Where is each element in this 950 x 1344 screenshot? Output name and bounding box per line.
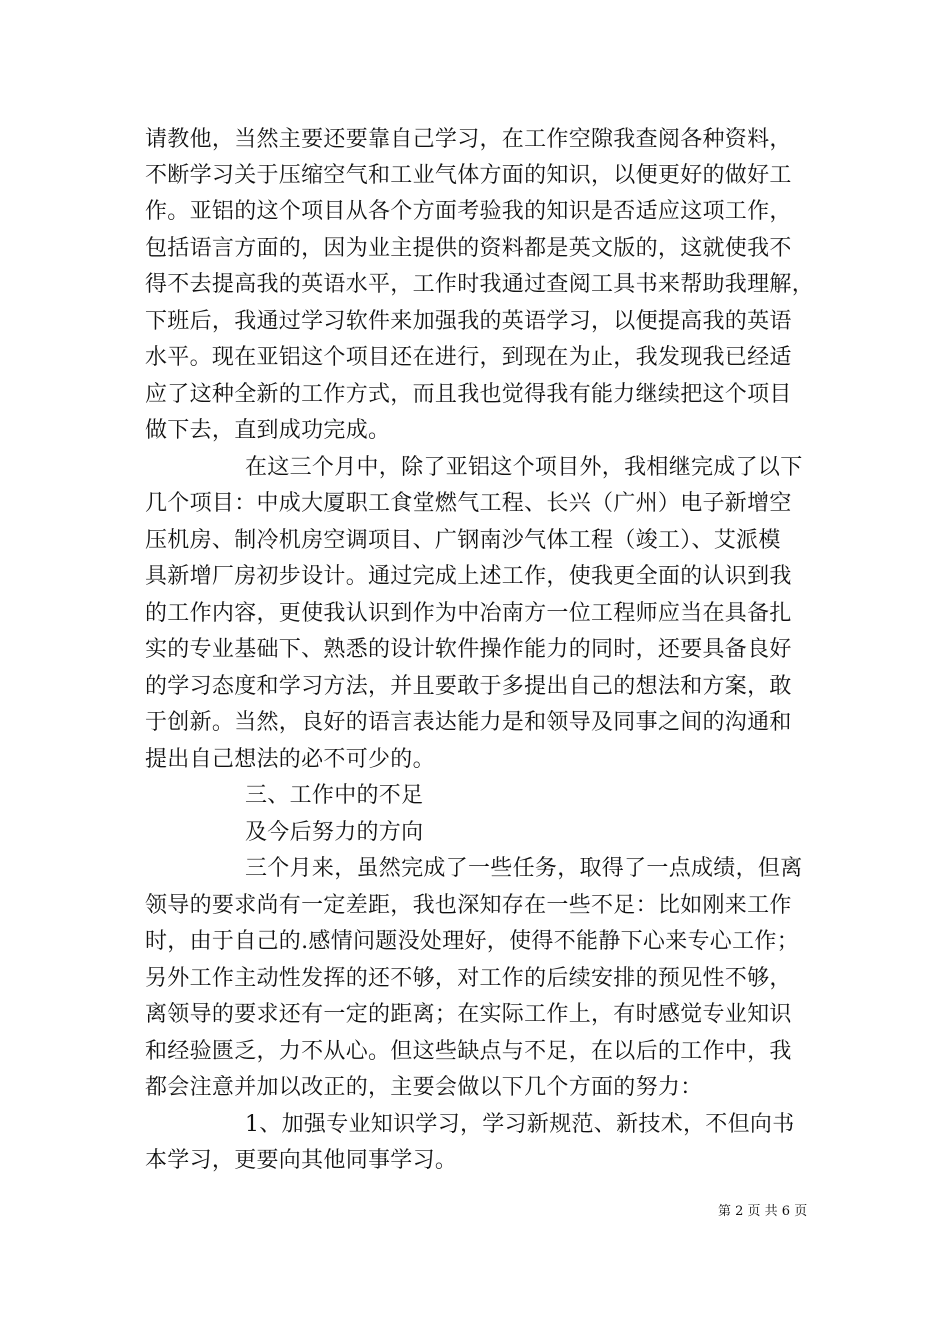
text-line: 几个项目：中成大厦职工食堂燃气工程、长兴（广州）电子新增空 — [145, 491, 792, 516]
text-line: 的学习态度和学习方法，并且要敢于多提出自己的想法和方案，敢 — [145, 674, 792, 699]
text-line: 得不去提高我的英语水平，工作时我通过查阅工具书来帮助我理解， — [145, 272, 815, 297]
text-line: 1、加强专业知识学习，学习新规范、新技术，不但向书 — [245, 1112, 795, 1137]
text-line: 下班后，我通过学习软件来加强我的英语学习，以便提高我的英语 — [145, 309, 792, 334]
text-line: 包括语言方面的，因为业主提供的资料都是英文版的，这就使我不 — [145, 236, 792, 261]
text-line: 具新增厂房初步设计。通过完成上述工作，使我更全面的认识到我 — [145, 564, 792, 589]
text-line: 在这三个月中，除了亚铝这个项目外，我相继完成了以下 — [245, 455, 803, 480]
text-line: 做下去，直到成功完成。 — [145, 418, 391, 443]
text-line: 另外工作主动性发挥的还不够，对工作的后续安排的预见性不够， — [145, 966, 792, 991]
text-line: 和经验匮乏，力不从心。但这些缺点与不足，在以后的工作中，我 — [145, 1039, 792, 1064]
text-line: 请教他，当然主要还要靠自己学习，在工作空隙我查阅各种资料， — [145, 127, 792, 152]
section-heading: 及今后努力的方向 — [245, 820, 424, 845]
text-line: 本学习，更要向其他同事学习。 — [145, 1148, 458, 1173]
text-line: 离领导的要求还有一定的距离；在实际工作上，有时感觉专业知识 — [145, 1002, 792, 1027]
text-line: 时，由于自己的.感情问题没处理好，使得不能静下心来专心工作； — [145, 929, 799, 954]
text-line: 三个月来，虽然完成了一些任务，取得了一点成绩，但离 — [245, 856, 803, 881]
text-line: 作。亚铝的这个项目从各个方面考验我的知识是否适应这项工作， — [145, 199, 792, 224]
text-line: 于创新。当然，良好的语言表达能力是和领导及同事之间的沟通和 — [145, 710, 792, 735]
text-line: 压机房、制冷机房空调项目、广钢南沙气体工程（竣工）、艾派模 — [145, 528, 781, 553]
text-line: 不断学习关于压缩空气和工业气体方面的知识，以便更好的做好工 — [145, 163, 792, 188]
text-line: 应了这种全新的工作方式，而且我也觉得我有能力继续把这个项目 — [145, 382, 792, 407]
text-line: 都会注意并加以改正的，主要会做以下几个方面的努力： — [145, 1075, 703, 1100]
text-line: 实的专业基础下、熟悉的设计软件操作能力的同时，还要具备良好 — [145, 637, 792, 662]
page-number-footer: 第 2 页 共 6 页 — [718, 1204, 808, 1219]
section-heading: 三、工作中的不足 — [245, 783, 424, 808]
text-line: 水平。现在亚铝这个项目还在进行，到现在为止，我发现我已经适 — [145, 345, 792, 370]
text-line: 的工作内容，更使我认识到作为中冶南方一位工程师应当在具备扎 — [145, 601, 792, 626]
text-line: 领导的要求尚有一定差距，我也深知存在一些不足：比如刚来工作 — [145, 893, 792, 918]
text-line: 提出自己想法的必不可少的。 — [145, 747, 435, 772]
